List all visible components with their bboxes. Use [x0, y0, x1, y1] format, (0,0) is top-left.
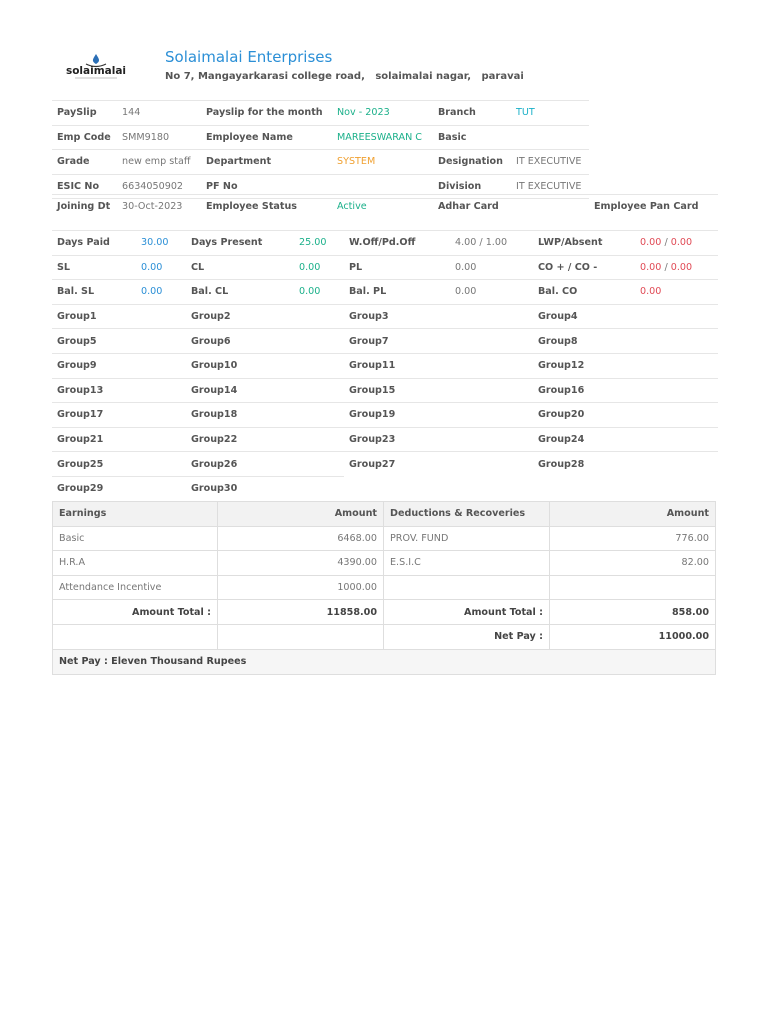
deductions-total-value: 858.00 [550, 600, 716, 625]
group-label: Group7 [344, 329, 533, 354]
group-label: Group5 [52, 329, 186, 354]
info-row [52, 125, 589, 150]
status-label: Employee Status [201, 195, 332, 219]
net-pay-words-row [53, 649, 716, 674]
pay-row [53, 526, 716, 551]
group-label: Group30 [186, 476, 344, 500]
days-paid-value: 30.00 [136, 231, 186, 256]
employee-name-value: MAREESWARAN C [332, 125, 433, 150]
payslip-value: 144 [117, 101, 201, 126]
earning-amount: 4390.00 [218, 551, 384, 576]
deduction-amount: 776.00 [550, 526, 716, 551]
earnings-amount-header: Amount [218, 502, 384, 527]
group-label: Group19 [344, 403, 533, 428]
deduction-amount: 82.00 [550, 551, 716, 576]
designation-label: Designation [433, 150, 511, 175]
group-label: Group1 [52, 304, 186, 329]
group-label: Group6 [186, 329, 344, 354]
group-label: Group9 [52, 353, 186, 378]
group-label: Group20 [533, 403, 718, 428]
info-row [52, 101, 589, 126]
co-value [635, 255, 718, 280]
deduction-name [384, 575, 550, 600]
emp-code-label: Emp Code [52, 125, 117, 150]
group-label: Group10 [186, 353, 344, 378]
group-row [52, 353, 718, 378]
group-label: Group2 [186, 304, 344, 329]
lwp-sep: / [664, 237, 668, 249]
earning-amount: 6468.00 [218, 526, 384, 551]
group-row [52, 427, 718, 452]
joining-value: 30-Oct-2023 [117, 195, 201, 219]
net-pay-row [53, 624, 716, 649]
earnings-deductions-table [52, 501, 716, 675]
group-label: Group16 [533, 378, 718, 403]
basic-label: Basic [433, 125, 511, 150]
group-row [52, 403, 718, 428]
group-label: Group13 [52, 378, 186, 403]
sl-label: SL [52, 255, 136, 280]
emp-code-value: SMM9180 [117, 125, 201, 150]
department-value: SYSTEM [332, 150, 433, 175]
bal-sl-value: 0.00 [136, 280, 186, 305]
pf-label: PF No [201, 174, 332, 199]
branch-label: Branch [433, 101, 511, 126]
adhar-label: Adhar Card [433, 195, 589, 219]
group-label: Group8 [533, 329, 718, 354]
deduction-amount [550, 575, 716, 600]
group-row [52, 304, 718, 329]
info-row [52, 150, 589, 175]
earnings-total-label: Amount Total : [53, 600, 218, 625]
bal-sl-label: Bal. SL [52, 280, 136, 305]
bal-pl-value: 0.00 [450, 280, 533, 305]
lwp-value [635, 231, 718, 256]
deductions-header: Deductions & Recoveries [384, 502, 550, 527]
esic-value: 6634050902 [117, 174, 201, 199]
sl-value: 0.00 [136, 255, 186, 280]
earnings-header: Earnings [53, 502, 218, 527]
group-label: Group4 [533, 304, 718, 329]
esic-label: ESIC No [52, 174, 117, 199]
group-row [52, 329, 718, 354]
group-label: Group18 [186, 403, 344, 428]
group-label: Group29 [52, 476, 186, 500]
earning-amount: 1000.00 [218, 575, 384, 600]
net-pay-words: Net Pay : Eleven Thousand Rupees [53, 649, 716, 674]
lwp-value-a: 0.00 [640, 237, 662, 249]
joining-label: Joining Dt [52, 195, 117, 219]
deduction-name: PROV. FUND [384, 526, 550, 551]
co-label: CO + / CO - [533, 255, 635, 280]
bal-cl-label: Bal. CL [186, 280, 294, 305]
group-row [52, 452, 718, 477]
bal-pl-label: Bal. PL [344, 280, 450, 305]
group-label: Group24 [533, 427, 718, 452]
bal-co-value: 0.00 [635, 280, 718, 305]
month-value: Nov - 2023 [332, 101, 433, 126]
group-label: Group26 [186, 452, 344, 477]
company-name: Solaimalai Enterprises [165, 48, 333, 66]
pl-label: PL [344, 255, 450, 280]
pay-row [53, 575, 716, 600]
basic-value [511, 125, 589, 150]
group-row [52, 378, 718, 403]
group-label: Group22 [186, 427, 344, 452]
pay-total-row [53, 600, 716, 625]
cl-value: 0.00 [294, 255, 344, 280]
attendance-row [52, 280, 718, 305]
group-label: Group12 [533, 353, 718, 378]
group-label: Group21 [52, 427, 186, 452]
pan-label: Employee Pan Card [589, 195, 718, 219]
net-pay-value: 11000.00 [550, 624, 716, 649]
earnings-total-value: 11858.00 [218, 600, 384, 625]
earning-name: Attendance Incentive [53, 575, 218, 600]
days-present-label: Days Present [186, 231, 294, 256]
co-sep: / [664, 261, 668, 273]
status-value: Active [332, 195, 433, 219]
group-label: Group15 [344, 378, 533, 403]
pl-value: 0.00 [450, 255, 533, 280]
bal-co-label: Bal. CO [533, 280, 635, 305]
group-label: Group23 [344, 427, 533, 452]
employee-status-row [52, 194, 718, 219]
branch-value: TUT [511, 101, 589, 126]
company-logo [53, 50, 139, 84]
group-label: Group11 [344, 353, 533, 378]
deduction-name: E.S.I.C [384, 551, 550, 576]
grade-value: new emp staff [117, 150, 201, 175]
co-value-a: 0.00 [640, 261, 662, 273]
attendance-row [52, 231, 718, 256]
attendance-row [52, 255, 718, 280]
division-value: IT EXECUTIVE [511, 174, 589, 199]
earning-name: Basic [53, 526, 218, 551]
co-value-b: 0.00 [670, 261, 693, 273]
pay-header-row [53, 502, 716, 527]
days-present-value: 25.00 [294, 231, 344, 256]
month-label: Payslip for the month [201, 101, 332, 126]
bal-cl-value: 0.00 [294, 280, 344, 305]
pay-row [53, 551, 716, 576]
lwp-value-b: 0.00 [670, 237, 693, 249]
department-label: Department [201, 150, 332, 175]
grade-label: Grade [52, 150, 117, 175]
payslip-label: PaySlip [52, 101, 117, 126]
days-paid-label: Days Paid [52, 231, 136, 256]
attendance-table [52, 230, 718, 501]
group-label: Group14 [186, 378, 344, 403]
designation-value: IT EXECUTIVE [511, 150, 589, 175]
group-row [52, 476, 718, 500]
woff-label: W.Off/Pd.Off [344, 231, 450, 256]
group-label: Group28 [533, 452, 718, 477]
net-pay-label: Net Pay : [384, 624, 550, 649]
deductions-amount-header: Amount [550, 502, 716, 527]
earning-name: H.R.A [53, 551, 218, 576]
group-label: Group17 [52, 403, 186, 428]
deductions-total-label: Amount Total : [384, 600, 550, 625]
group-label: Group3 [344, 304, 533, 329]
svg-text:solaimalai: solaimalai [65, 65, 127, 77]
lwp-label: LWP/Absent [533, 231, 635, 256]
cl-label: CL [186, 255, 294, 280]
woff-value: 4.00 / 1.00 [450, 231, 533, 256]
employee-name-label: Employee Name [201, 125, 332, 150]
company-address: No 7, Mangayarkarasi college road, solaimalai nagar, paravai [165, 71, 524, 82]
group-label: Group25 [52, 452, 186, 477]
division-label: Division [433, 174, 511, 199]
group-label: Group27 [344, 452, 533, 477]
employee-info-table [52, 100, 589, 199]
